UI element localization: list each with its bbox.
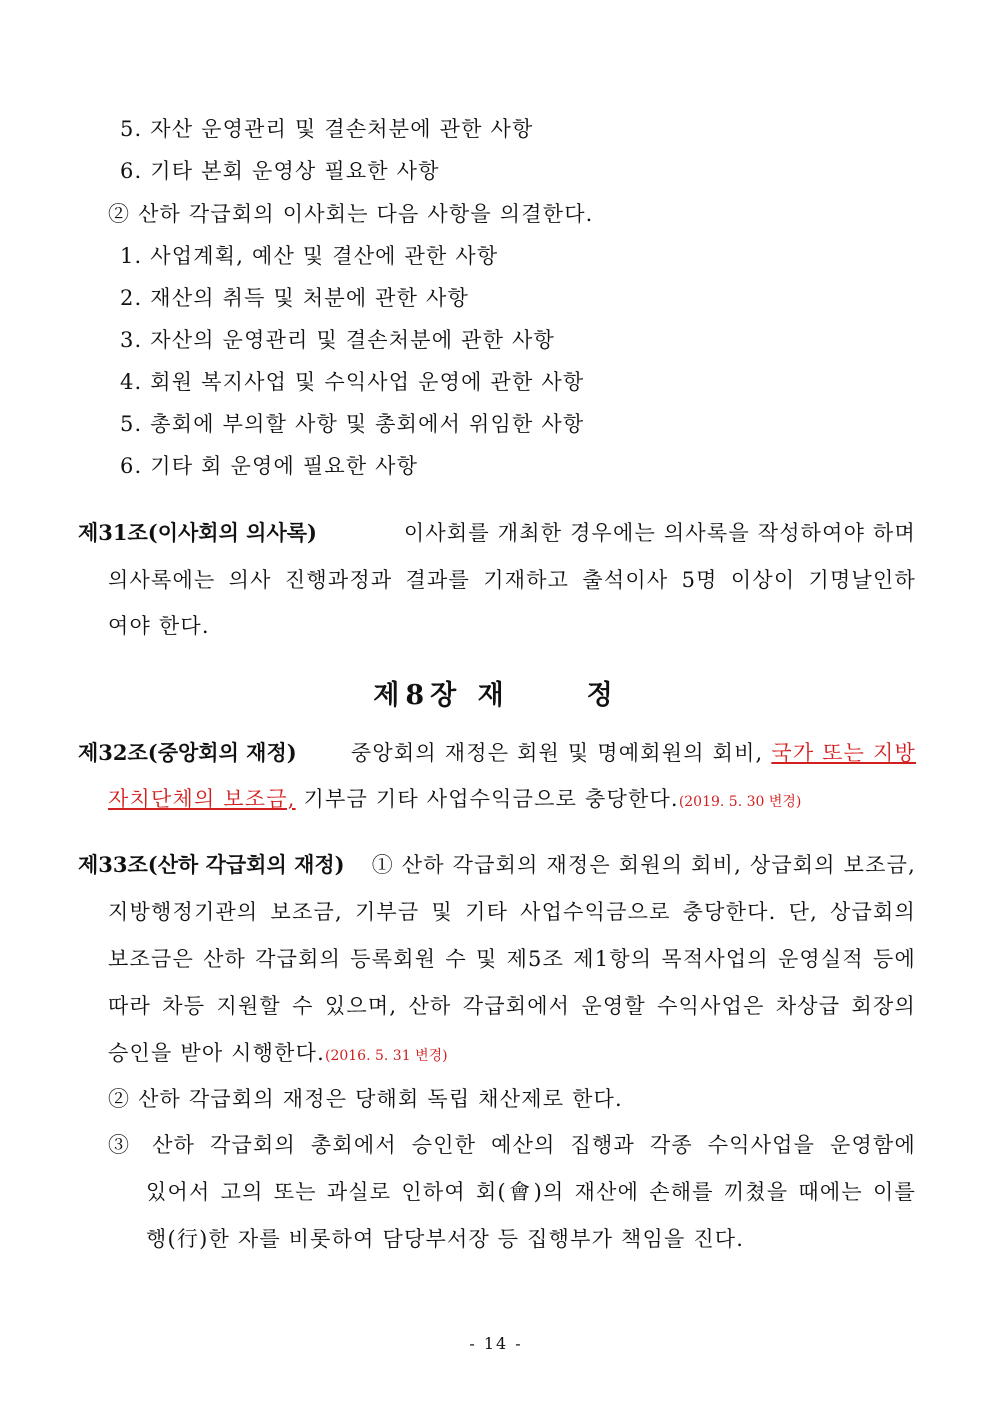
article-32-amendment-note: (2019. 5. 30 변경): [678, 794, 802, 810]
article-30-item-6: 6. 기타 본회 운영상 필요한 사항: [120, 159, 440, 183]
article-31-first-line: [78, 518, 916, 548]
article-32-amended-text-1: 국가 또는 지방: [771, 741, 916, 765]
article-30-sub-item-5: 5. 총회에 부의할 사항 및 총회에서 위임한 사항: [120, 412, 585, 436]
page-number: - 14 -: [469, 1334, 523, 1353]
article-32-amended-text-2: 자치단체의 보조금,: [108, 787, 296, 811]
article-32-title: 제32조(중앙회의 재정): [78, 740, 297, 765]
article-33-clause-3-line-3: 행(行)한 자를 비롯하여 담당부서장 등 집행부가 책임을 진다.: [146, 1227, 745, 1251]
article-32-text: [351, 738, 916, 768]
article-30-item-5: 5. 자산 운영관리 및 결손처분에 관한 사항: [120, 117, 534, 141]
article-31-title: 제31조(이사회의 의사록): [78, 520, 317, 545]
article-33-text-line-2: 지방행정기관의 보조금, 기부금 및 기타 사업수익금으로 충당한다. 단, 상급회의: [108, 900, 916, 924]
article-33-text-line-3: 보조금은 산하 각급회의 등록회원 수 및 제5조 제1항의 목적사업의 운영실적 등에: [108, 947, 916, 971]
article-33-first-line: [78, 850, 916, 880]
article-30-clause-2: ② 산하 각급회의 이사회는 다음 사항을 의결한다.: [108, 202, 594, 226]
article-31-text-line-1: 이사회를 개최한 경우에는 의사록을 작성하여야 하며: [403, 521, 916, 545]
article-32-first-line: [78, 738, 916, 768]
article-32-text-plain: 중앙회의 재정은 회원 및 명예회원의 회비,: [350, 741, 764, 765]
article-30-sub-item-2: 2. 재산의 취득 및 처분에 관한 사항: [120, 286, 470, 310]
chapter-heading: 제8장 재 정: [373, 680, 619, 711]
article-32-second-line: [108, 784, 801, 814]
article-33-clause-1-start: ① 산하 각급회의 재정은 회원의 회비, 상급회의 보조금,: [371, 853, 916, 877]
article-33-clause-3-line-2: 있어서 고의 또는 과실로 인하여 회(會)의 재산에 손해를 끼쳤을 때에는 이를: [146, 1180, 916, 1204]
article-33-amendment-note: (2016. 5. 31 변경): [325, 1048, 448, 1064]
article-31-text-line-3: 여야 한다.: [108, 614, 210, 638]
article-31-text-line-2: 의사록에는 의사 진행과정과 결과를 기재하고 출석이사 5명 이상이 기명날인하: [108, 568, 916, 592]
article-33-text-line-5: [108, 1038, 448, 1068]
article-33-clause-3-line-1: ③ 산하 각급회의 총회에서 승인한 예산의 집행과 각종 수익사업을 운영함에: [108, 1133, 916, 1157]
article-30-sub-item-4: 4. 회원 복지사업 및 수익사업 운영에 관한 사항: [120, 370, 585, 394]
article-30-sub-item-3: 3. 자산의 운영관리 및 결손처분에 관한 사항: [120, 328, 555, 352]
article-30-sub-item-1: 1. 사업계획, 예산 및 결산에 관한 사항: [120, 244, 499, 268]
article-30-sub-item-6: 6. 기타 회 운영에 필요한 사항: [120, 454, 419, 478]
article-32-text-plain-2: 기부금 기타 사업수익금으로 충당한다.: [303, 787, 679, 811]
article-33-last-line: 승인을 받아 시행한다.: [108, 1041, 325, 1065]
article-33-title: 제33조(산하 각급회의 재정): [78, 852, 345, 877]
article-33-clause-2: ② 산하 각급회의 재정은 당해회 독립 채산제로 한다.: [108, 1087, 623, 1111]
article-33-text-line-4: 따라 차등 지원할 수 있으며, 산하 각급회에서 운영할 수익사업은 차상급 회장의: [108, 994, 916, 1018]
